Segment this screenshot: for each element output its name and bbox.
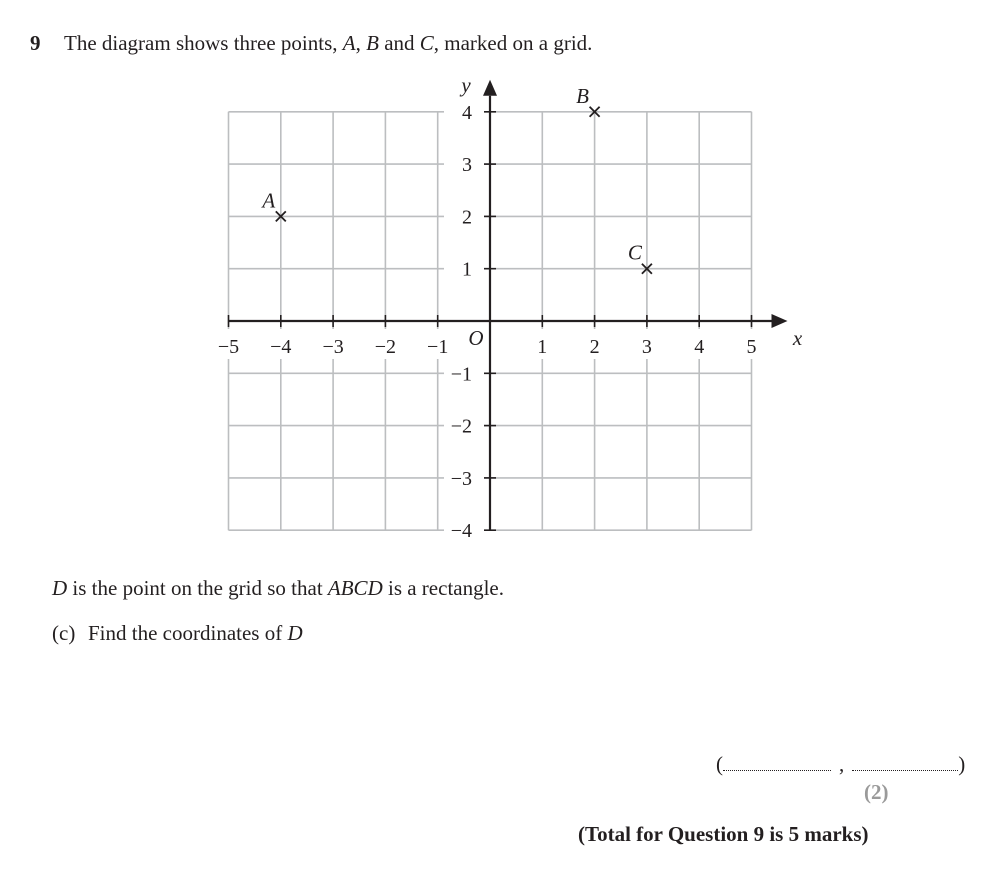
x-tick-label: 1 xyxy=(537,336,548,358)
total-marks: (Total for Question 9 is 5 marks) xyxy=(578,822,869,846)
origin-label: O xyxy=(468,326,484,350)
point-a-label: A xyxy=(262,188,276,213)
x-tick-label: 5 xyxy=(746,336,757,358)
y-tick-label: 2 xyxy=(462,206,472,229)
y-tick-label: −4 xyxy=(450,520,472,543)
intro-point-a: A xyxy=(342,31,356,55)
question-number: 9 xyxy=(30,31,41,55)
y-tick-label: 3 xyxy=(462,154,472,177)
x-tick-label: −5 xyxy=(217,336,240,358)
y-tick-label: −3 xyxy=(450,467,472,490)
y-tick-label: 4 xyxy=(462,101,472,124)
intro-point-c: C xyxy=(419,31,434,55)
y-tick-label: 1 xyxy=(462,258,472,281)
answer-comma: , xyxy=(839,752,845,776)
stem-point-d: D xyxy=(52,576,68,600)
y-tick-label: −1 xyxy=(450,363,472,386)
answer-open-paren: ( xyxy=(716,752,723,776)
part-point-d: D xyxy=(287,621,303,645)
answer-close-paren: ) xyxy=(958,752,966,776)
y-axis-arrow xyxy=(483,80,497,96)
intro-text-3: and xyxy=(378,31,420,55)
intro-text-4: , marked on a grid. xyxy=(433,31,593,55)
stem-text-2: is a rectangle. xyxy=(382,576,505,600)
point-c-label: C xyxy=(627,240,642,265)
x-tick-label: 2 xyxy=(589,336,600,358)
point-b-label: B xyxy=(576,83,590,108)
intro-text-1: The diagram shows three points, xyxy=(64,31,343,55)
x-tick-label: 4 xyxy=(694,336,705,358)
part-text: Find the coordinates of xyxy=(88,621,288,645)
answer-line xyxy=(716,752,965,777)
stem-shape-abcd: ABCD xyxy=(327,576,383,600)
y-tick-label: −2 xyxy=(450,415,472,438)
x-tick-label: −4 xyxy=(270,336,292,358)
x-tick-label: −1 xyxy=(427,336,449,358)
marks-label: (2) xyxy=(864,780,889,804)
question-part-c xyxy=(52,621,303,646)
question-stem xyxy=(52,576,504,601)
x-tick-label: −3 xyxy=(322,336,344,358)
x-tick-label: 3 xyxy=(641,336,652,358)
x-axis-arrow xyxy=(772,314,788,328)
x-axis-label: x xyxy=(792,326,803,350)
y-axis-label: y xyxy=(461,72,471,97)
intro-text-2: , xyxy=(355,31,367,55)
part-label: (c) xyxy=(52,621,76,645)
answer-x-field[interactable] xyxy=(723,752,831,771)
intro-point-b: B xyxy=(366,31,379,55)
x-tick-label: −2 xyxy=(374,336,397,358)
answer-y-field[interactable] xyxy=(852,752,958,771)
stem-text-1: is the point on the grid so that xyxy=(67,576,328,600)
